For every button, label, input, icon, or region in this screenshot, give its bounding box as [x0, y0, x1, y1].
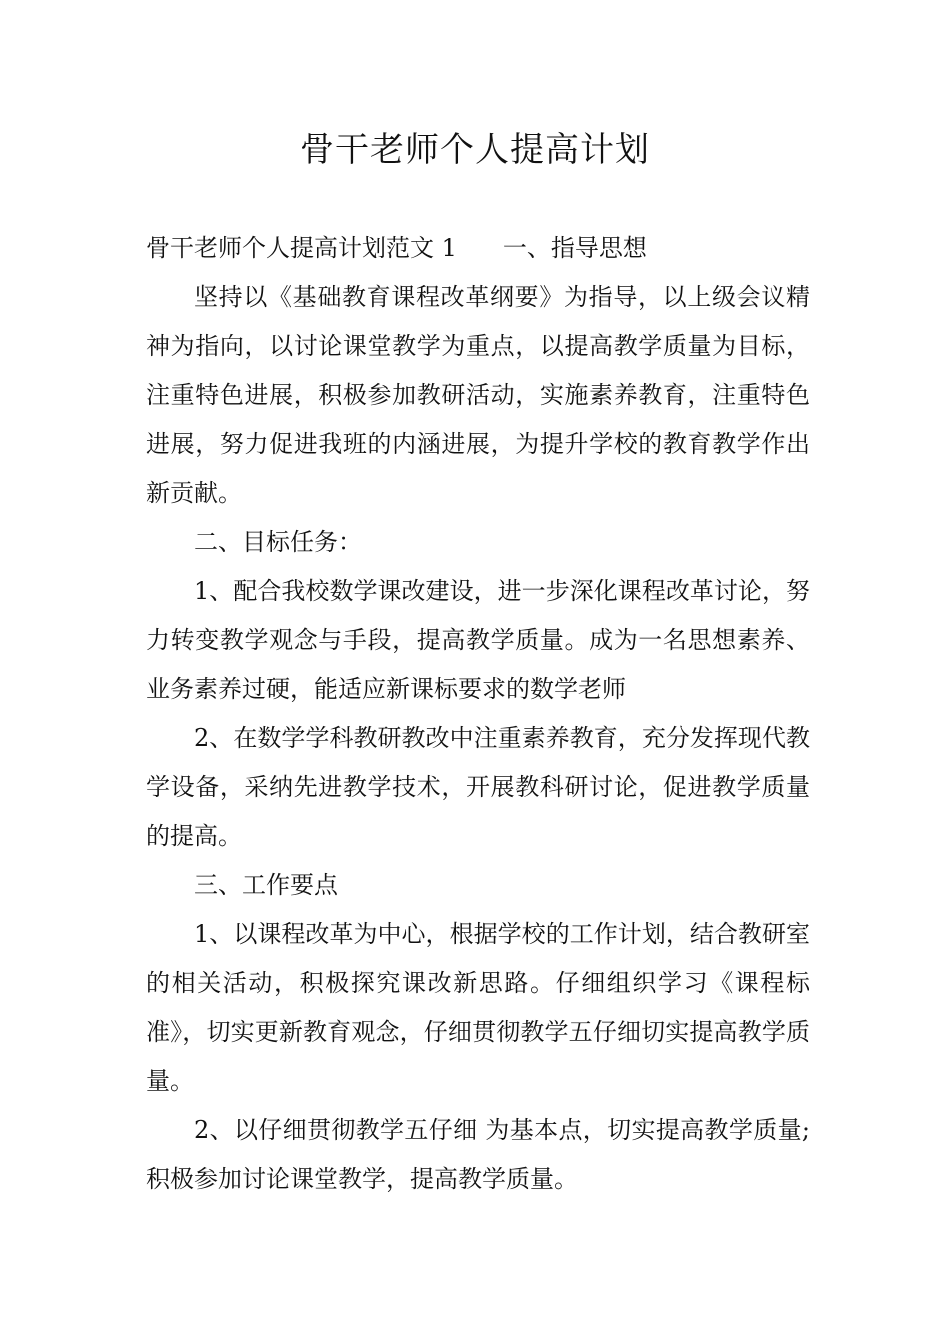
paragraph-work-point-2: 2、以仔细贯彻教学五仔细 为基本点，切实提高教学质量;积极参加讨论课堂教学，提高教学质量。 [146, 1116, 810, 1193]
paragraph-goal-1: 1、配合我校数学课改建设，进一步深化课程改革讨论，努力转变教学观念与手段，提高教学质量。成为一名思想素养、业务素养过硬，能适应新课标要求的数学老师 [146, 577, 810, 703]
document-subtitle: 骨干老师个人提高计划范文 1 [146, 234, 457, 262]
section-heading-2: 二、目标任务： [194, 528, 362, 556]
document-body [146, 224, 810, 1204]
paragraph-guiding-thought: 坚持以《基础教育课程改革纲要》为指导，以上级会议精神为指向，以讨论课堂教学为重点，以提高教学质量为目标，注重特色进展，积极参加教研活动，实施素养教育，注重特色进展，努力促进我班的内涵进展，为提升学校的教育教学作出新贡献。 [146, 283, 810, 507]
section-heading-3: 三、工作要点 [194, 871, 338, 899]
intro-line [146, 224, 810, 273]
section-heading-1: 一、指导思想 [502, 234, 647, 262]
document-title: 骨干老师个人提高计划 [300, 130, 650, 170]
paragraph-goal-2: 2、在数学学科教研教改中注重素养教育，充分发挥现代教学设备，采纳先进教学技术，开展教科研讨论，促进教学质量的提高。 [146, 724, 810, 850]
paragraph-work-point-1: 1、以课程改革为中心，根据学校的工作计划，结合教研室的相关活动，积极探究课改新思路。仔细组织学习《课程标准》，切实更新教育观念，仔细贯彻教学五仔细切实提高教学质量。 [146, 920, 810, 1095]
